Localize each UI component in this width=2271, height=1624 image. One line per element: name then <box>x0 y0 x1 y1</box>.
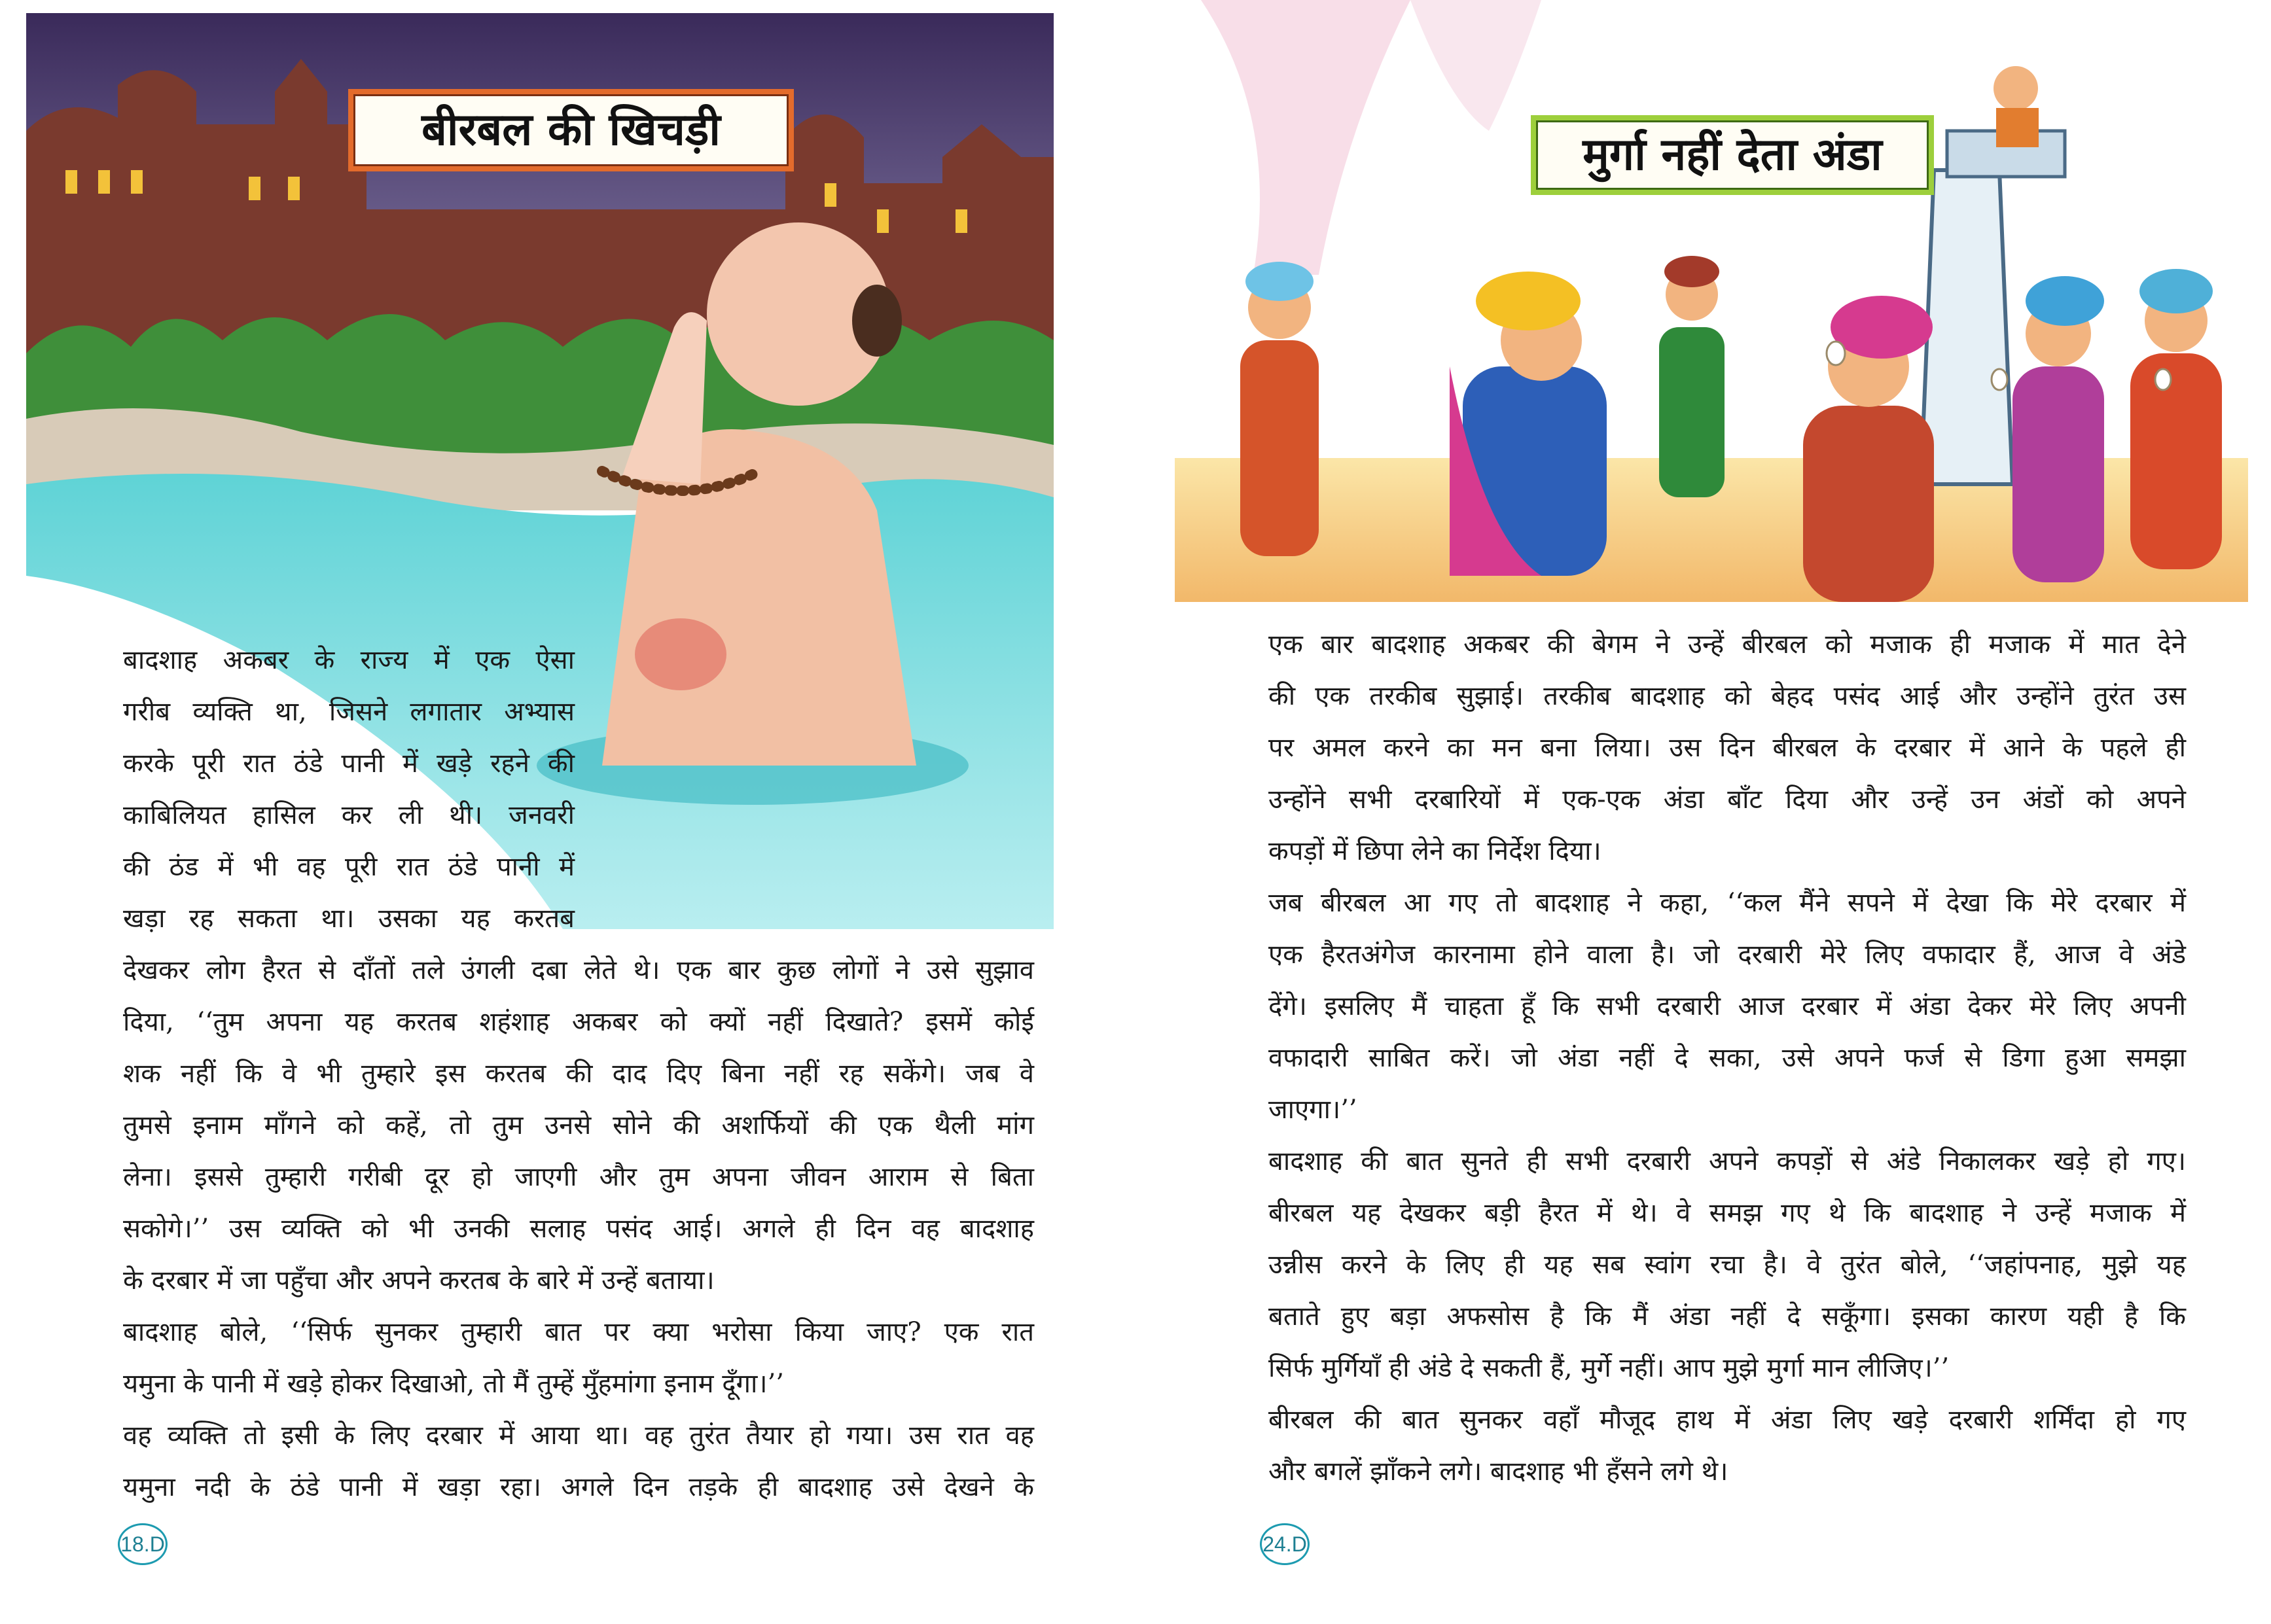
left-wrapped-text <box>123 635 575 945</box>
story-title-left: बीरबल की खिचड़ी <box>348 89 794 171</box>
text-line: एक बार बादशाह अकबर की बेगम ने उन्हें बीरबल को मजाक ही मजाक में मात देने <box>1268 629 2186 660</box>
text-line: दिया, ‘‘तुम अपना यह करतब शहंशाह अकबर को क्यों नहीं दिखाते? इसमें कोई <box>123 1007 1034 1037</box>
pink-curtain-swag <box>1410 0 1541 131</box>
emperor-head <box>1994 66 2038 111</box>
text-line: वह व्यक्ति तो इसी के लिए दरबार में आया था। वह तुरंत तैयार हो गया। उस रात वह <box>123 1421 1034 1451</box>
throne-pillar <box>1921 170 2012 484</box>
text-line: जब बीरबल आ गए तो बादशाह ने कहा, ‘‘कल मैंने सपने में देखा कि मेरे दरबार में <box>1268 888 2186 918</box>
text-line: उन्नीस करने के लिए ही यह सब स्वांग रचा है। वे तुरंत बोले, ‘‘जहांपनाह, मुझे यह <box>1268 1250 2186 1280</box>
text-line: करके पूरी रात ठंडे पानी में खड़े रहने की <box>123 749 575 779</box>
text-line: के दरबार में जा पहुँचा और अपने करतब के बारे में उन्हें बताया। <box>123 1265 715 1296</box>
text-line: बीरबल यह देखकर बड़ी हैरत में थे। वे समझ गए थे कि बादशाह ने उन्हें मजाक में <box>1268 1198 2186 1228</box>
cold-flush <box>635 618 726 690</box>
page-number-right: 24.D <box>1260 1523 1310 1565</box>
text-line: लेना। इससे तुम्हारी गरीबी दूर हो जाएगी और तुम अपना जीवन आराम से बिता <box>123 1162 1034 1192</box>
court-scene-svg <box>1175 0 2248 602</box>
text-line: जाएगा।’’ <box>1268 1095 1357 1125</box>
text-line: बीरबल की बात सुनकर वहाँ मौजूद हाथ में अंडा लिए खड़े दरबारी शर्मिंदा हो गए <box>1268 1405 2186 1435</box>
page-number-left: 18.D <box>118 1523 168 1565</box>
text-line: यमुना नदी के ठंडे पानी में खड़ा रहा। अगले दिन तड़के ही बादशाह उसे देखने के <box>123 1472 1034 1502</box>
text-line: पर अमल करने का मन बना लिया। उस दिन बीरबल के दरबार में आने के पहले ही <box>1268 733 2186 763</box>
text-line: बताते हुए बड़ा अफसोस है कि मैं अंडा नहीं दे सकूँगा। इसका कारण यही है कि <box>1268 1301 2186 1332</box>
text-line: वफादारी साबित करें। जो अंडा नहीं दे सका, उसे अपने फर्ज से डिगा हुआ समझा <box>1268 1043 2186 1073</box>
text-line: एक हैरतअंगेज कारनामा होने वाला है। जो दरबारी मेरे लिए वफादार हैं, आज वे अंडे <box>1268 940 2186 970</box>
text-line: की ठंड में भी वह पूरी रात ठंडे पानी में <box>123 852 575 882</box>
text-line: कपड़ों में छिपा लेने का निर्देश दिया। <box>1268 836 1601 866</box>
right-body-text <box>1268 619 2186 1498</box>
text-line: और बगलें झाँकने लगे। बादशाह भी हँसने लगे थे। <box>1268 1456 1728 1487</box>
text-line: गरीब व्यक्ति था, जिसने लगातार अभ्यास <box>123 697 575 727</box>
text-line: की एक तरकीब सुझाई। तरकीब बादशाह को बेहद पसंद आई और उन्होंने तुरंत उस <box>1268 681 2186 711</box>
man-hair-tuft <box>852 285 902 357</box>
text-line: देखकर लोग हैरत से दाँतों तले उंगली दबा लेते थे। एक बार कुछ लोगों ने उसे सुझाव <box>123 955 1034 985</box>
text-line: शक नहीं कि वे भी तुम्हारे इस करतब की दाद दिए बिना नहीं रह सकेंगे। जब वे <box>123 1059 1034 1089</box>
right-page <box>1136 0 2271 1624</box>
text-line: उन्होंने सभी दरबारियों में एक-एक अंडा बाँट दिया और उन्हें उन अंडों को अपने <box>1268 785 2186 815</box>
text-line: काबिलियत हासिल कर ली थी। जनवरी <box>123 800 575 830</box>
text-line: सिर्फ मुर्गियाँ ही अंडे दे सकती हैं, मुर्गे नहीं। आप मुझे मुर्गा मान लीजिए।’’ <box>1268 1353 1950 1383</box>
text-line: खड़ा रह सकता था। उसका यह करतब <box>123 904 575 934</box>
text-line: बादशाह की बात सुनते ही सभी दरबारी अपने कपड़ों से अंडे निकालकर खड़े हो गए। <box>1268 1146 2186 1176</box>
text-line: बादशाह अकबर के राज्य में एक ऐसा <box>123 645 575 675</box>
pink-curtain-left <box>1201 0 1410 275</box>
illustration-court-with-eggs <box>1175 0 2248 602</box>
emperor-robe <box>1996 108 2039 147</box>
text-line: सकोगे।’’ उस व्यक्ति को भी उनकी सलाह पसंद आई। अगले ही दिन वह बादशाह <box>123 1214 1034 1244</box>
text-line: यमुना के पानी में खड़े होकर दिखाओ, तो मैं तुम्हें मुँहमांगा इनाम दूँगा।’’ <box>123 1369 785 1399</box>
left-body-text <box>123 945 1034 1513</box>
text-line: देंगे। इसलिए मैं चाहता हूँ कि सभी दरबारी आज दरबार में अंडा देकर मेरे लिए अपनी <box>1268 991 2186 1021</box>
story-title-right: मुर्गा नहीं देता अंडा <box>1531 115 1934 195</box>
text-line: तुमसे इनाम माँगने को कहें, तो तुम उनसे सोने की अशर्फियों की एक थैली मांग <box>123 1110 1034 1140</box>
text-line: बादशाह बोले, ‘‘सिर्फ सुनकर तुम्हारी बात पर क्या भरोसा किया जाए? एक रात <box>123 1317 1034 1347</box>
